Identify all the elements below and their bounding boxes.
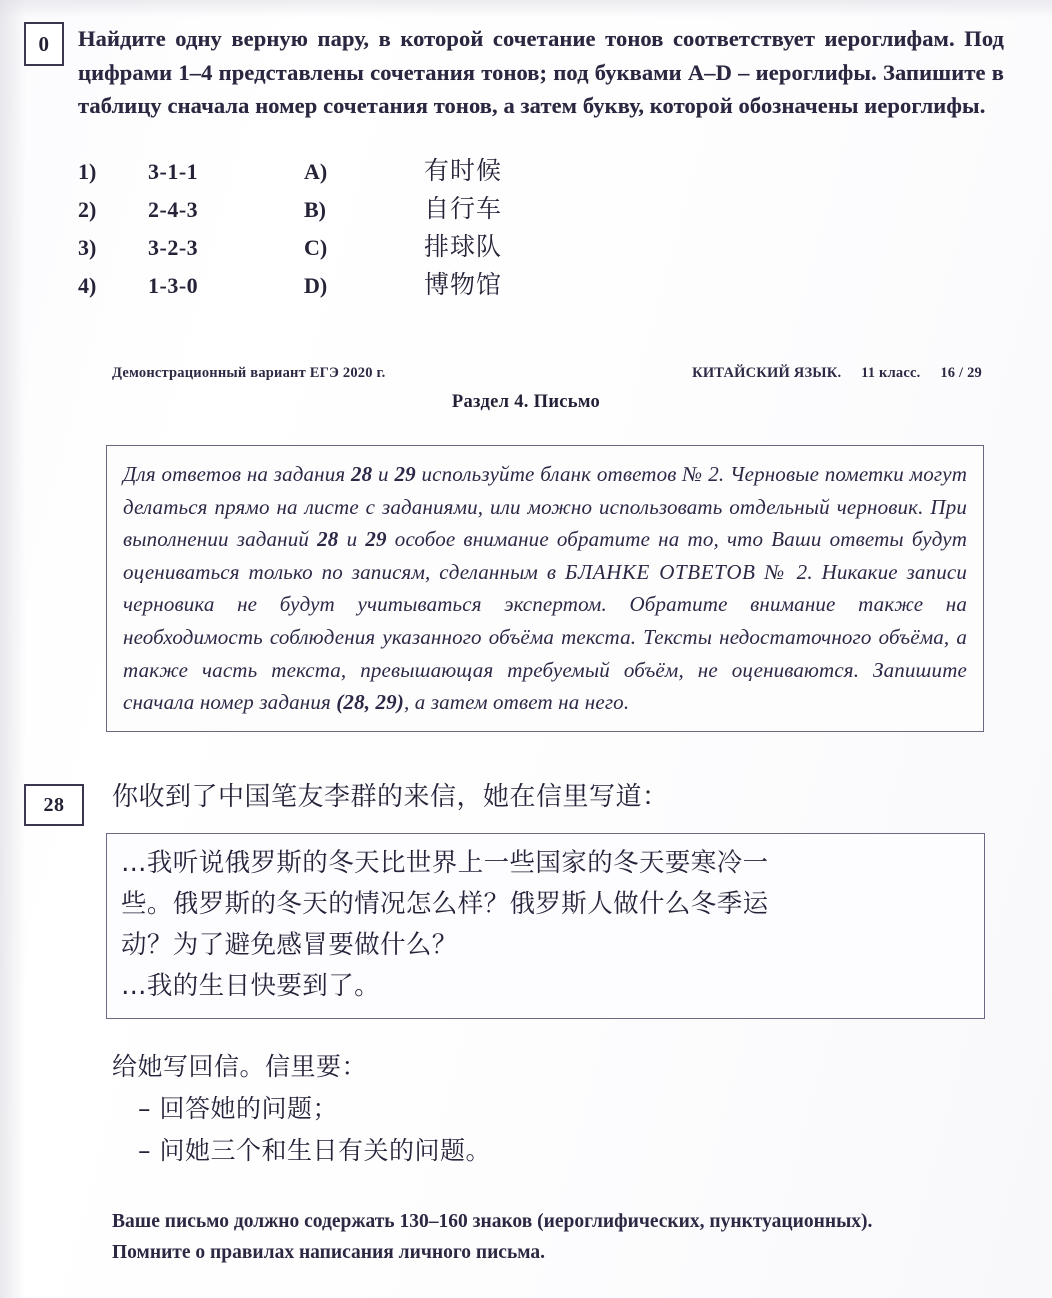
footnote-part-b: знаков (иероглифических, пунктуационных). [467,1211,873,1232]
tone-option-number: 1) [78,159,97,184]
running-header-page-numbers: 16 / 29 [940,365,982,381]
hanzi-option-value: 博物馆 [424,270,503,299]
instr-part4: и [338,527,366,552]
footnote-length-requirement [112,1206,1008,1237]
letter-line: 些。俄罗斯的冬天的情况怎么样？俄罗斯人做什么冬季运 [121,889,769,919]
footnote-part-a: Ваше письмо должно содержать [112,1211,400,1232]
tone-option-value: 3-2-3 [148,235,199,260]
tone-option-value: 2-4-3 [148,197,199,222]
instr-part5: особое внимание обратите на то, что Ваши ответы будут оцениваться только по записям, сделанным в [123,527,968,584]
hanzi-option-letter: A) [304,159,328,184]
reply-instructions [112,1046,491,1172]
hanzi-option-letter: C) [304,235,328,260]
instr-task-29a: 29 [394,462,416,486]
instr-part1: Для ответов на задания [123,462,352,486]
scan-edge-shadow-left [0,0,26,1298]
question-number-0-label: 0 [38,31,50,56]
footnote-letter-rules: Помните о правилах написания личного письма. [112,1242,546,1263]
instr-task-numbers: (28, 29) [336,690,404,715]
option-row [78,190,502,228]
question-0-options [78,152,502,304]
running-header-grade: 11 класс. [861,365,921,381]
tone-option-value: 3-1-1 [148,159,199,184]
tone-option-number: 4) [78,273,97,298]
instr-part3: используйте бланк ответов № 2. Черновые пометки могут делаться прямо на листе с заданиями, или можно использовать отдельный черновик. При выполнении заданий [123,462,968,552]
running-header-right [676,365,982,382]
option-row [78,152,502,190]
section-title: Раздел 4. Письмо [451,392,601,412]
instruction-box [106,445,984,732]
letter-line: …我的生日快要到了。 [121,971,381,1001]
question-number-box-28 [24,784,84,826]
hanzi-option-value: 有时候 [424,156,503,185]
scan-edge-shadow-top [0,0,1052,18]
letter-line: 动？为了避免感冒要做什么？ [121,930,458,960]
tone-option-number: 3) [78,235,97,260]
reply-intro: 给她写回信。信里要： [112,1052,368,1081]
option-row [78,266,502,304]
instr-task-28a: 28 [351,462,373,486]
hanzi-option-value: 自行车 [424,194,503,223]
task-28-footnote [112,1206,1008,1268]
question-number-28-label: 28 [43,793,65,816]
reply-point: – 回答她的问题； [138,1094,338,1123]
instr-part2: и [372,462,395,486]
running-header-subject: КИТАЙСКИЙ ЯЗЫК. [692,365,842,381]
task-28-heading: 你收到了中国笔友李群的来信，她在信里写道： [112,782,669,812]
instr-part6: № 2. Никакие записи черновика не будут учитываться экспертом. Обратите внимание также на необходимость соблюдения указанного объёма текста. Тексты недостаточного объёма, а также часть текста, превышающая требуемый объём, не оцениваются. Запишите сначала номер задания [123,559,967,715]
running-header [112,365,982,382]
hanzi-option-letter: B) [304,197,326,222]
running-header-left: Демонстрационный вариант ЕГЭ 2020 г. [112,365,386,381]
question-number-box-0 [24,22,64,66]
letter-quote-box [106,833,985,1019]
instruction-paragraph [123,458,967,719]
instr-part7: , а затем ответ на него. [403,690,630,715]
hanzi-option-letter: D) [304,273,328,298]
footnote-character-count: 130–160 [399,1211,468,1232]
instr-answer-sheet-caps: БЛАНКЕ ОТВЕТОВ [564,559,756,584]
tone-option-number: 2) [78,197,97,222]
hanzi-option-value: 排球队 [424,232,503,261]
reply-point: – 问她三个和生日有关的问题。 [138,1136,491,1165]
letter-line: …我听说俄罗斯的冬天比世界上一些国家的冬天要寒冷一 [121,848,769,878]
instr-task-29b: 29 [365,527,387,552]
instr-task-28b: 28 [317,527,339,552]
question-0-prompt: Найдите одну верную пару, в которой сочетание тонов соответствует иероглифам. Под цифрами 1–4 представлены сочетания тонов; под буквами A–D – иероглифы. Запишите в таблицу сначала номер сочетания тонов, а затем букву, которой обозначены иероглифы. [78,26,1004,118]
option-row [78,228,502,266]
tone-option-value: 1-3-0 [148,273,199,298]
